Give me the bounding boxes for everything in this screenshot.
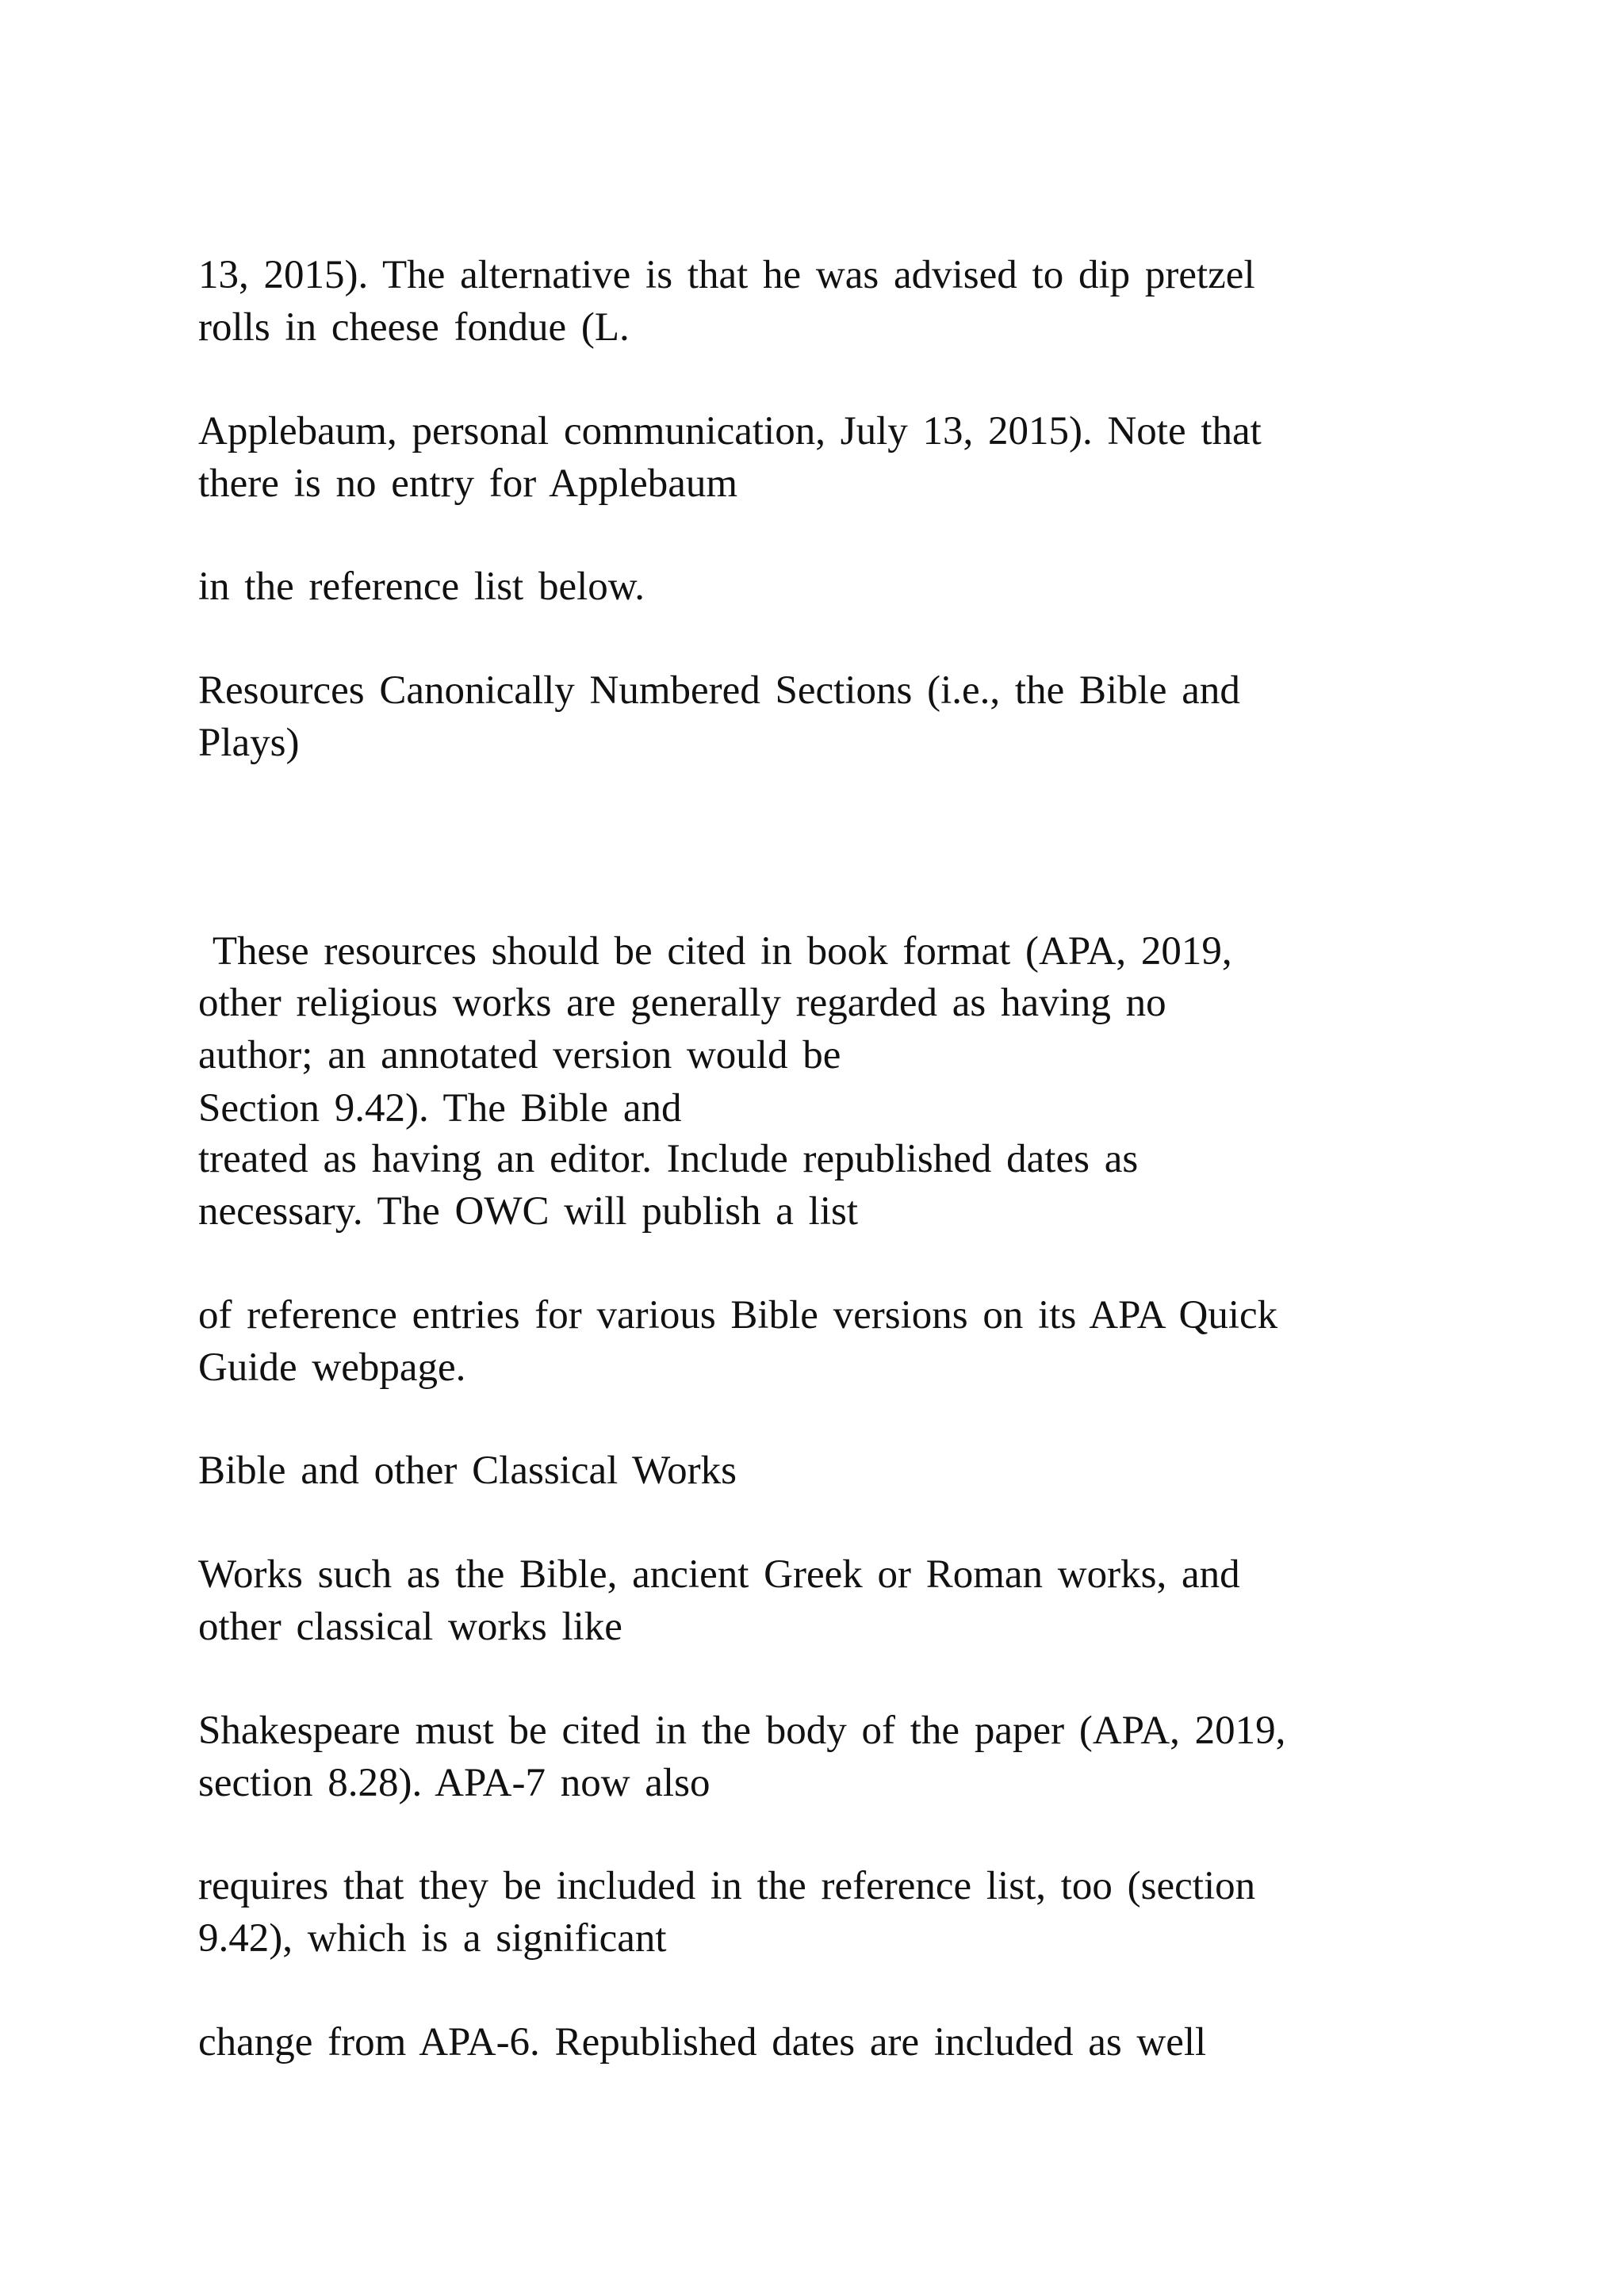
text-line: Resources Canonically Numbered Sections (i.e., the Bible and — [198, 668, 1240, 713]
text-line: there is no entry for Applebaum — [198, 461, 738, 506]
text-line: rolls in cheese fondue (L. — [198, 305, 630, 350]
text-line: Section 9.42). The Bible and — [198, 1086, 682, 1131]
section-heading — [198, 664, 1240, 769]
text-line: section 8.28). APA-7 now also — [198, 1761, 710, 1805]
paragraph — [198, 1548, 1240, 1653]
paragraph — [198, 561, 645, 613]
text-line: of reference entries for various Bible versions on its APA Quick — [198, 1293, 1278, 1337]
paragraph — [198, 1705, 1285, 1809]
paragraph — [198, 2016, 1206, 2068]
text-line: in the reference list below. — [198, 564, 645, 609]
text-line: author; an annotated version would be — [198, 1033, 841, 1077]
text-line: requires that they be included in the reference list, too (section — [198, 1864, 1256, 1908]
text-line: treated as having an editor. Include republished dates as — [198, 1137, 1139, 1181]
text-line: 13, 2015). The alternative is that he was advised to dip pretzel — [198, 253, 1255, 297]
paragraph — [198, 249, 1255, 354]
section-heading — [198, 1445, 737, 1497]
text-line: 9.42), which is a significant — [198, 1916, 667, 1961]
paragraph — [198, 1860, 1255, 1965]
text-line: These resources should be cited in book format (APA, 2019, — [198, 929, 1232, 974]
text-line: Works such as the Bible, ancient Greek or Roman works, and — [198, 1552, 1240, 1597]
text-line: necessary. The OWC will publish a list — [198, 1189, 859, 1234]
text-line: Guide webpage. — [198, 1345, 466, 1390]
paragraph — [198, 1289, 1277, 1394]
text-line: Bible and other Classical Works — [198, 1448, 737, 1493]
text-line: Plays) — [198, 721, 300, 765]
text-line: Shakespeare must be cited in the body of the paper (APA, 2019, — [198, 1709, 1286, 1753]
text-line: change from APA-6. Republished dates are included as well — [198, 2020, 1207, 2064]
paragraph — [198, 405, 1262, 510]
text-line: other religious works are generally regarded as having no — [198, 981, 1166, 1025]
paragraph — [198, 977, 1166, 1081]
text-line: other classical works like — [198, 1605, 622, 1649]
text-line: Applebaum, personal communication, July 13, 2015). Note that — [198, 409, 1262, 453]
paragraph — [198, 1133, 1138, 1238]
